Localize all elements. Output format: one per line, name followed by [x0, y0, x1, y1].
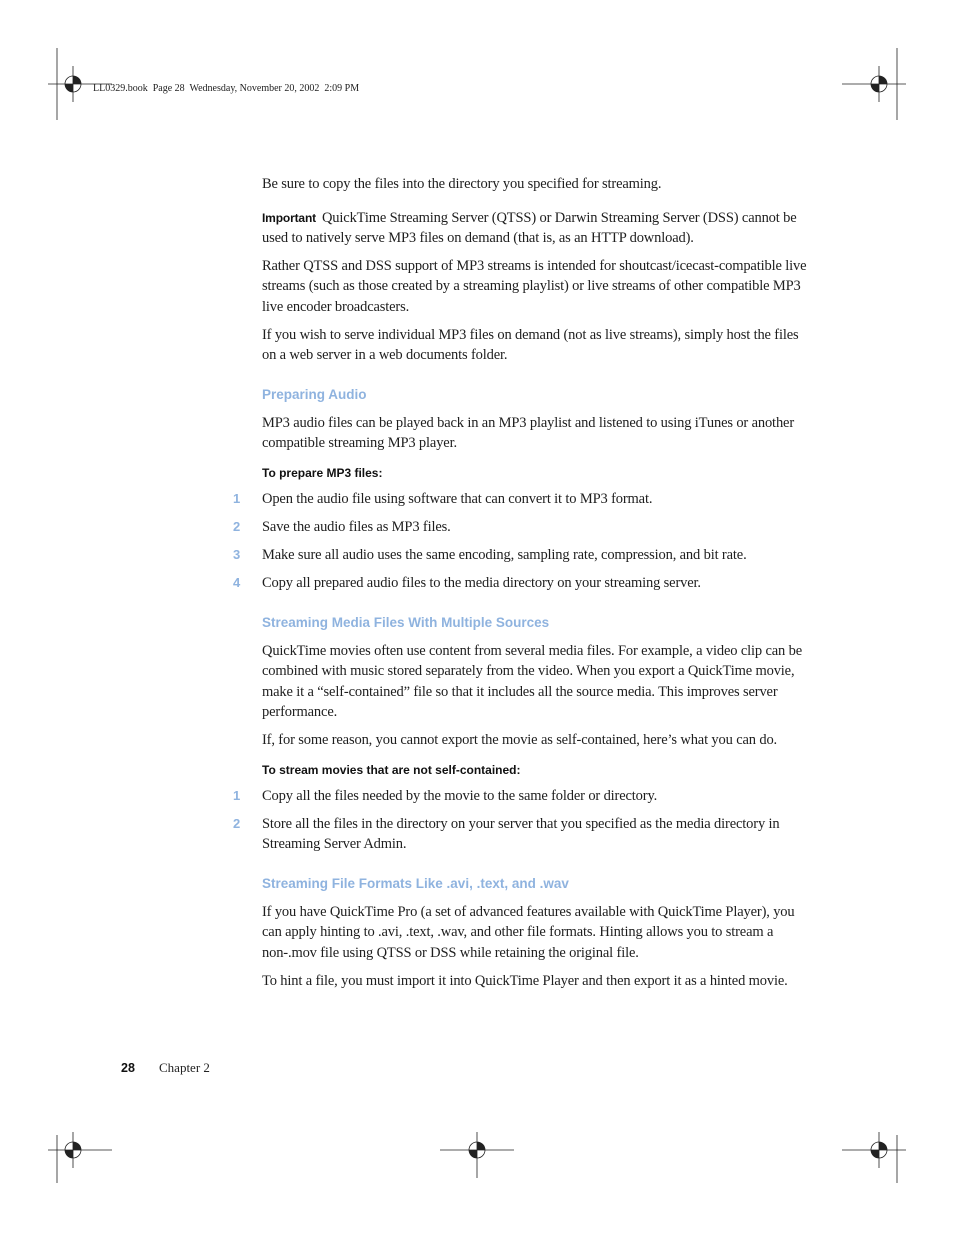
- step-number: 2: [233, 519, 241, 534]
- step-number: 3: [233, 547, 241, 562]
- paragraph-hint-file: To hint a file, you must import it into QuickTime Player and then export it as a hinted movie.: [262, 973, 788, 989]
- paragraph-cannot-export: If, for some reason, you cannot export the movie as self-contained, here’s what you can do.: [262, 732, 778, 748]
- step-text: Copy all the files needed by the movie to the same folder or directory.: [262, 788, 658, 804]
- task-heading-stream-movies: To stream movies that are not self-contained:: [262, 763, 521, 777]
- step-text: Copy all prepared audio files to the media directory on your streaming server.: [262, 575, 701, 591]
- task-heading-prepare-mp3: To prepare MP3 files:: [262, 466, 383, 480]
- print-header: LL0329.book Page 28 Wednesday, November 20, 2002 2:09 PM: [93, 83, 360, 94]
- important-text: QuickTime Streaming Server (QTSS) or Darwin Streaming Server (DSS) cannot be used to natively serve MP3 files on demand (that is, as an HTTP download).: [262, 210, 797, 247]
- paragraph-mp3-streams: Rather QTSS and DSS support of MP3 streams is intended for shoutcast/icecast-compatible live streams (such as those created by a streaming playlist) or live streams of other compatible MP3 live encoder broadcasters.: [262, 258, 807, 315]
- step-number: 2: [233, 816, 241, 831]
- step-text: Save the audio files as MP3 files.: [262, 519, 451, 535]
- step-number: 1: [233, 491, 241, 506]
- heading-file-formats: Streaming File Formats Like .avi, .text, and .wav: [262, 876, 569, 891]
- step-text: Open the audio file using software that can convert it to MP3 format.: [262, 491, 653, 507]
- paragraph-serve-files: If you wish to serve individual MP3 files on demand (not as live streams), simply host the files on a web server in a web documents folder.: [262, 327, 799, 364]
- paragraph-copy-files: Be sure to copy the files into the directory you specified for streaming.: [262, 176, 662, 192]
- heading-multiple-sources: Streaming Media Files With Multiple Sources: [262, 615, 550, 630]
- chapter-label: Chapter 2: [159, 1060, 210, 1075]
- step-number: 4: [233, 575, 241, 590]
- paragraph-mp3-playback: MP3 audio files can be played back in an MP3 playlist and listened to using iTunes or another compatible streaming MP3 player.: [262, 415, 795, 452]
- paragraph-quicktime-pro: If you have QuickTime Pro (a set of advanced features available with QuickTime Player), you can apply hinting to .avi, .text, .wav, and other file formats. Hinting allows you to stream a non-.mov file using QTSS or DSS while retaining the original file.: [262, 904, 795, 961]
- paragraph-quicktime-movies: QuickTime movies often use content from several media files. For example, a video clip can be combined with music stored separately from the video. When you export a QuickTime movie, make it a “self-contained” file so that it includes all the source media. This improves server performance.: [262, 643, 802, 721]
- important-label: Important: [262, 211, 316, 225]
- step-number: 1: [233, 788, 241, 803]
- page-number: 28: [121, 1061, 135, 1075]
- step-text: Make sure all audio uses the same encoding, sampling rate, compression, and bit rate.: [262, 547, 747, 563]
- heading-preparing-audio: Preparing Audio: [262, 387, 367, 402]
- step-text: Store all the files in the directory on your server that you specified as the media directory in Streaming Server Admin.: [262, 816, 780, 853]
- important-note: [262, 208, 807, 249]
